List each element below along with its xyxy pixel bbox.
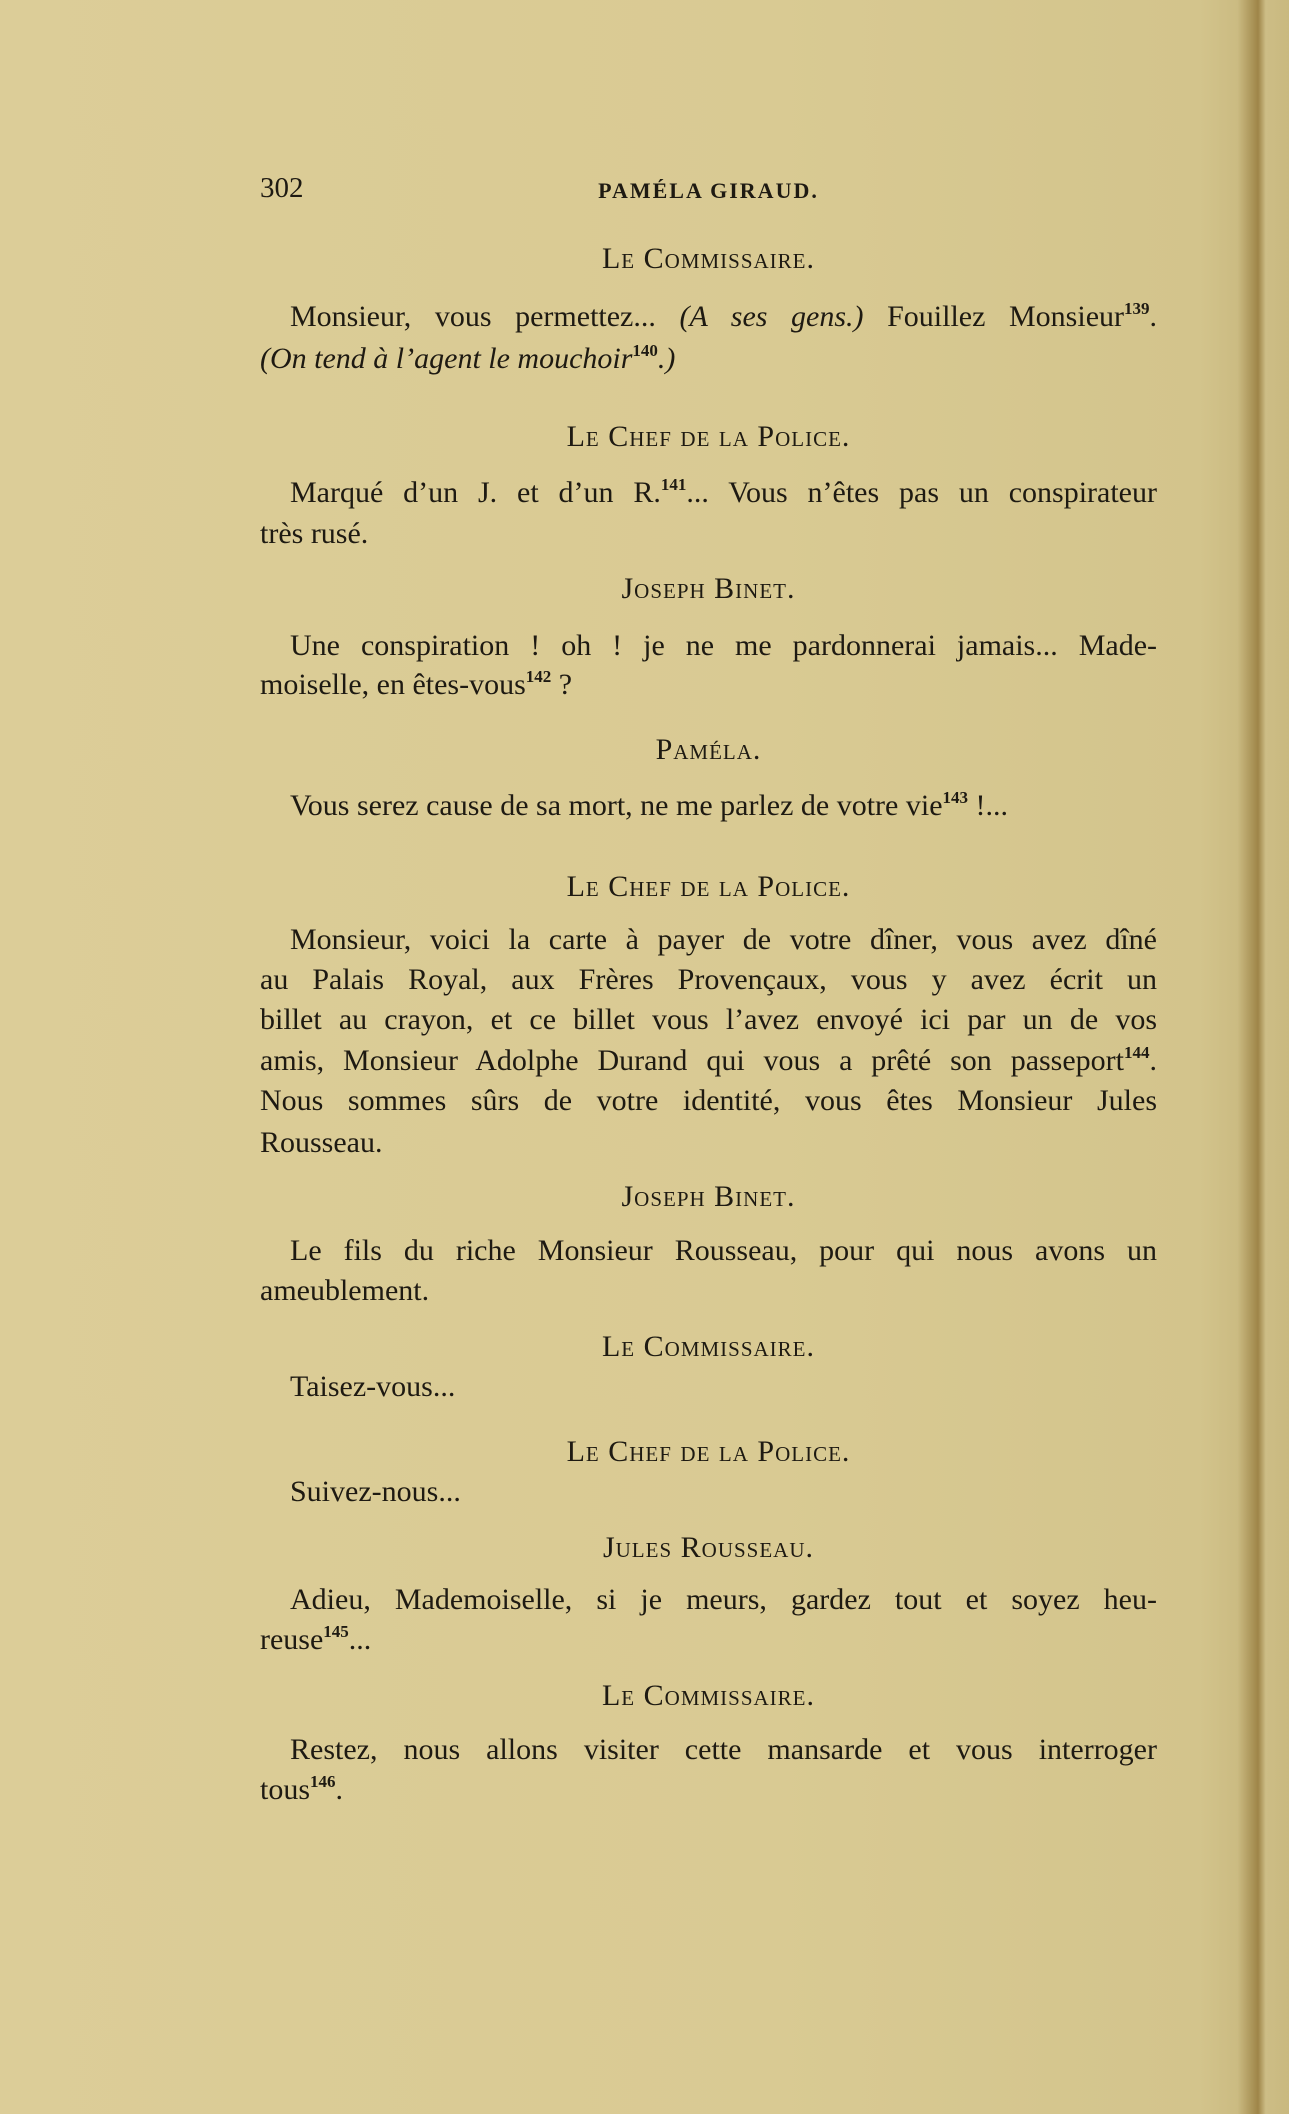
text-segment: ameublement. <box>260 1274 430 1307</box>
speaker-name: Joseph Binet. <box>621 572 796 605</box>
speech-line <box>290 786 1157 826</box>
speech-line <box>260 960 1157 1000</box>
running-title: PAMÉLA GIRAUD. <box>598 178 819 203</box>
text-segment: au Palais Royal, aux Frères Provençaux, vous y avez écrit un <box>260 963 1157 996</box>
speaker-name: Le Commissaire. <box>601 1679 816 1712</box>
text-segment: Nous sommes sûrs de votre identité, vous êtes Monsieur Jules <box>260 1084 1157 1117</box>
footnote-ref: 145 <box>323 1622 349 1641</box>
text-segment: . <box>1149 1044 1157 1077</box>
speech-line <box>260 1081 1157 1121</box>
speech-line <box>260 1000 1157 1040</box>
page-number: 302 <box>260 172 304 204</box>
footnote-ref: 140 <box>632 341 658 360</box>
speech-line <box>290 473 1157 513</box>
text-segment: tous <box>260 1773 311 1806</box>
speaker-name: Paméla. <box>655 733 762 766</box>
speaker-name: Joseph Binet. <box>621 1180 796 1213</box>
speaker-name: Jules Rousseau. <box>602 1531 815 1564</box>
speech-line <box>260 514 1157 554</box>
stage-direction: (On tend à l’agent le mouchoir <box>260 342 633 375</box>
text-segment: . <box>335 1773 344 1806</box>
speech-line <box>260 1770 1157 1810</box>
speech-line <box>260 1620 1157 1660</box>
text-segment: ... <box>348 1623 372 1656</box>
footnote-ref: 144 <box>1124 1043 1150 1062</box>
stage-direction: .) <box>657 342 676 375</box>
speech-line <box>260 1271 1157 1311</box>
speech-line <box>290 1472 1157 1512</box>
text-segment: ... Vous n’êtes pas un conspirateur <box>686 476 1157 509</box>
speech-line <box>260 339 1157 379</box>
speaker-name: Le Commissaire. <box>601 242 816 275</box>
text-segment: Marqué d’un J. et d’un R. <box>290 476 661 509</box>
speech-line <box>260 665 1157 705</box>
speech-line <box>290 1730 1157 1770</box>
speech-line <box>290 920 1157 960</box>
speech-line <box>290 1367 1157 1407</box>
text-segment: Vous serez cause de sa mort, ne me parlez de votre vie <box>290 789 943 822</box>
text-segment: !... <box>968 789 1009 822</box>
footnote-ref: 141 <box>660 475 687 494</box>
text-segment: Taisez-vous... <box>290 1370 456 1403</box>
footnote-ref: 142 <box>525 667 552 686</box>
speech-line <box>290 626 1157 666</box>
text-segment: très rusé. <box>260 517 369 550</box>
text-segment: reuse <box>260 1623 324 1656</box>
stage-direction: (A ses gens.) <box>679 300 864 333</box>
text-segment: Suivez-nous... <box>290 1475 461 1508</box>
text-segment: moiselle, en êtes-vous <box>260 668 526 701</box>
text-segment: Une conspiration ! oh ! je ne me pardonnerai jamais... Made- <box>290 629 1157 662</box>
text-segment: . <box>1149 300 1157 333</box>
text-segment: billet au crayon, et ce billet vous l’avez envoyé ici par un de vos <box>260 1003 1157 1036</box>
speaker-name: Le Chef de la Police. <box>566 420 851 453</box>
text-segment: Le fils du riche Monsieur Rousseau, pour qui nous avons un <box>290 1234 1157 1267</box>
speech-line <box>260 1123 1157 1163</box>
speaker-name: Le Chef de la Police. <box>566 870 851 903</box>
text-segment: Monsieur, voici la carte à payer de votre dîner, vous avez dîné <box>290 923 1157 956</box>
text-segment: Fouillez Monsieur <box>863 300 1124 333</box>
speech-line <box>290 1580 1157 1620</box>
text-segment: Rousseau. <box>260 1126 383 1159</box>
speaker-name: Le Chef de la Police. <box>566 1435 851 1468</box>
speech-line <box>290 1231 1157 1271</box>
text-segment: amis, Monsieur Adolphe Durand qui vous a prêté son passeport <box>260 1044 1124 1077</box>
footnote-ref: 143 <box>942 788 969 807</box>
text-segment: ? <box>551 668 573 701</box>
footnote-ref: 146 <box>310 1772 336 1791</box>
text-segment: Monsieur, vous permettez... <box>290 300 680 333</box>
speech-line <box>260 1041 1157 1081</box>
speech-line <box>290 297 1157 337</box>
text-segment: Restez, nous allons visiter cette mansarde et vous interroger <box>290 1733 1157 1766</box>
footnote-ref: 139 <box>1124 299 1150 318</box>
text-segment: Adieu, Mademoiselle, si je meurs, gardez tout et soyez heu- <box>290 1583 1157 1616</box>
speaker-name: Le Commissaire. <box>601 1330 816 1363</box>
